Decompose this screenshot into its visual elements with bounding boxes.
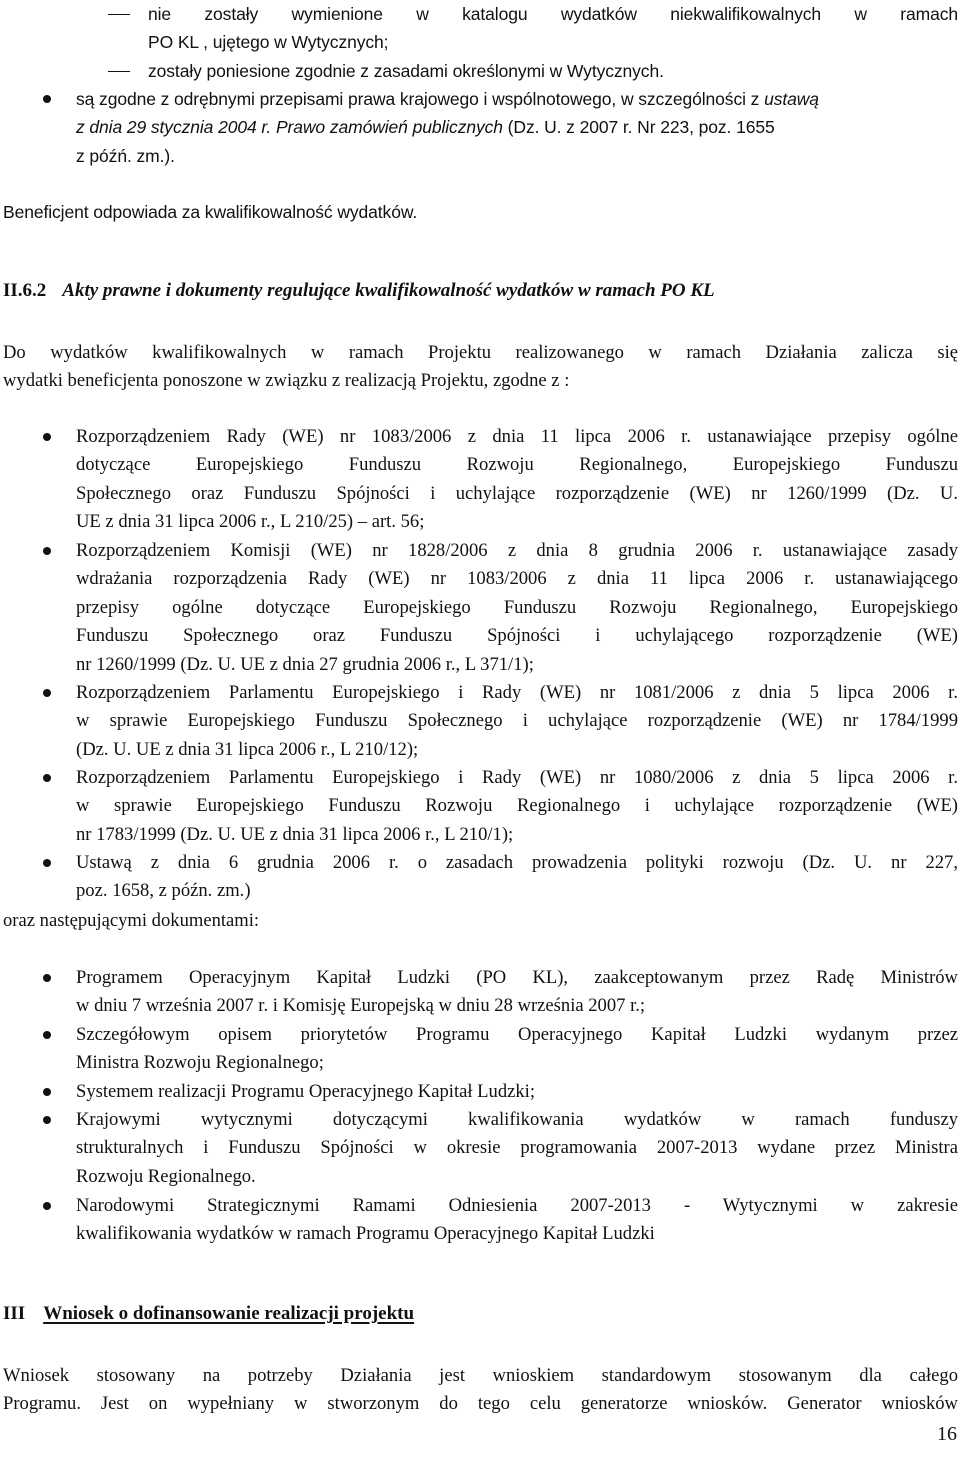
list-item-line: przepisy ogólne dotyczące Europejskiego Funduszu Rozwoju Regionalnego, Europejskiego xyxy=(76,596,958,618)
page-number: 16 xyxy=(937,1423,957,1445)
paragraph-line: wydatki beneficjenta ponoszone w związku z realizacją Projektu, zgodne z : xyxy=(3,370,570,392)
paragraph-line: Do wydatków kwalifikowalnych w ramach Projektu realizowanego w ramach Działania zalicza się xyxy=(3,342,958,363)
list-item-line: Krajowymi wytycznymi dotyczącymi kwalifikowania wydatków w ramach funduszy xyxy=(76,1109,958,1130)
list-item-line: Rozporządzeniem Komisji (WE) nr 1828/2006 z dnia 8 grudnia 2006 r. ustanawiające zasady xyxy=(76,540,958,561)
section-title: Akty prawne i dokumenty regulujące kwalifikowalność wydatków w ramach PO KL xyxy=(62,280,715,301)
section-heading xyxy=(3,1300,414,1328)
dash-item-1 xyxy=(148,0,958,57)
list-item-line: Rozporządzeniem Rady (WE) nr 1083/2006 z dnia 11 lipca 2006 r. ustanawiające przepisy ogólne xyxy=(76,426,958,447)
list-item-line: Społecznego oraz Funduszu Spójności i uchylające rozporządzenie (WE) nr 1260/1999 (Dz. U. xyxy=(76,482,958,504)
list-item-line: nr 1260/1999 (Dz. U. UE z dnia 27 grudnia 2006 r., L 371/1); xyxy=(76,653,534,675)
dash-marker xyxy=(108,14,130,15)
bullet-marker xyxy=(43,1202,51,1210)
beneficiary-note: Beneficjent odpowiada za kwalifikowalność wydatków. xyxy=(3,202,418,222)
documents-intro: oraz następującymi dokumentami: xyxy=(3,910,260,931)
dash-item-2 xyxy=(148,57,958,85)
intro-paragraph xyxy=(3,339,958,396)
text-run-italic: ustawą xyxy=(764,89,819,109)
text-run-italic: z dnia 29 stycznia 2004 r. Prawo zamówień publicznych xyxy=(76,117,503,138)
document-item-3 xyxy=(76,1078,958,1106)
regulation-item-1 xyxy=(76,423,958,537)
list-item-line: Ustawą z dnia 6 grudnia 2006 r. o zasadach prowadzenia polityki rozwoju (Dz. U. nr 227, xyxy=(76,852,958,873)
list-item-line: Narodowymi Strategicznymi Ramami Odniesienia 2007-2013 - Wytycznymi w zakresie xyxy=(76,1195,958,1216)
bullet-marker xyxy=(43,95,51,103)
list-item-line: Rozporządzeniem Parlamentu Europejskiego i Rady (WE) nr 1081/2006 z dnia 5 lipca 2006 r. xyxy=(76,682,958,703)
bullet-marker xyxy=(43,1116,51,1124)
regulation-item-3 xyxy=(76,679,958,764)
list-item-line: kwalifikowania wydatków w ramach Programu Operacyjnego Kapitał Ludzki xyxy=(76,1223,655,1245)
list-item-line: dotyczące Europejskiego Funduszu Rozwoju Regionalnego, Europejskiego Funduszu xyxy=(76,454,958,476)
dash-item-line: nie zostały wymienione w katalogu wydatków niekwalifikowalnych w ramach xyxy=(148,4,958,24)
text-run: (Dz. U. z 2007 r. Nr 223, poz. 1655 xyxy=(502,117,775,138)
list-item-line: Szczegółowym opisem priorytetów Programu Operacyjnego Kapitał Ludzki wydanym przez xyxy=(76,1024,958,1045)
regulation-item-4 xyxy=(76,764,958,849)
dash-item-line: PO KL , ujętego w Wytycznych; xyxy=(148,32,389,53)
bullet-marker xyxy=(43,774,51,782)
list-item-line: wdrażania rozporządzenia Rady (WE) nr 1083/2006 z dnia 11 lipca 2006 r. ustanawiającego xyxy=(76,568,958,590)
document-item-1 xyxy=(76,964,958,1021)
section-heading xyxy=(3,277,715,305)
bullet-marker xyxy=(43,1031,51,1039)
list-item-line: w sprawie Europejskiego Funduszu Społecznego i uchylające rozporządzenie (WE) nr 1784/1999 xyxy=(76,710,958,732)
list-item-line: poz. 1658, z późn. zm.) xyxy=(76,880,251,902)
section-title: Wniosek o dofinansowanie realizacji projektu xyxy=(43,1303,415,1324)
list-item-line: w sprawie Europejskiego Funduszu Rozwoju Regionalnego i uchylające rozporządzenie (WE) xyxy=(76,795,958,817)
dash-item-line: zostały poniesione zgodnie z zasadami określonymi w Wytycznych. xyxy=(148,61,664,81)
list-item-line: Rozwoju Regionalnego. xyxy=(76,1165,256,1187)
regulation-item-2 xyxy=(76,537,958,679)
section-number: II.6.2 xyxy=(3,280,47,301)
list-item-line: w dniu 7 września 2007 r. i Komisję Europejską w dniu 28 września 2007 r.; xyxy=(76,995,646,1017)
regulation-item-5 xyxy=(76,849,958,906)
list-item-line: Funduszu Społecznego oraz Funduszu Spójności i uchylającego rozporządzenie (WE) xyxy=(76,625,958,647)
text-line: z późń. zm.). xyxy=(76,145,175,166)
list-item-line: Rozporządzeniem Parlamentu Europejskiego i Rady (WE) nr 1080/2006 z dnia 5 lipca 2006 r. xyxy=(76,767,958,788)
bullet-marker xyxy=(43,974,51,982)
bullet-item-laws xyxy=(76,85,960,170)
bullet-marker xyxy=(43,689,51,697)
paragraph-line: Wniosek stosowany na potrzeby Działania jest wnioskiem standardowym stosowanym dla całego xyxy=(3,1365,958,1386)
list-item-line: nr 1783/1999 (Dz. U. UE z dnia 31 lipca 2006 r., L 210/1); xyxy=(76,823,514,845)
paragraph-line: Programu. Jest on wypełniany w stworzonym do tego celu generatorze wniosków. Generator wniosków xyxy=(3,1393,958,1415)
list-item-line: Systemem realizacji Programu Operacyjnego Kapitał Ludzki; xyxy=(76,1081,536,1102)
document-item-5 xyxy=(76,1192,958,1249)
list-item-line: Ministra Rozwoju Regionalnego; xyxy=(76,1052,324,1074)
list-item-line: UE z dnia 31 lipca 2006 r., L 210/25) – art. 56; xyxy=(76,511,425,533)
bullet-marker xyxy=(43,859,51,867)
bullet-marker xyxy=(43,433,51,441)
dash-marker xyxy=(108,71,130,72)
list-item-line: Programem Operacyjnym Kapitał Ludzki (PO KL), zaakceptowanym przez Radę Ministrów xyxy=(76,967,958,988)
bullet-marker xyxy=(43,1088,51,1096)
section-paragraph xyxy=(3,1362,958,1419)
document-item-2 xyxy=(76,1021,958,1078)
list-item-line: strukturalnych i Funduszu Spójności w okresie programowania 2007-2013 wydane przez Ministra xyxy=(76,1137,958,1159)
section-number: III xyxy=(3,1303,26,1324)
document-item-4 xyxy=(76,1106,958,1191)
text-run: są zgodne z odrębnymi przepisami prawa krajowego i wspólnotowego, w szczególności z xyxy=(76,89,765,109)
bullet-marker xyxy=(43,547,51,555)
list-item-line: (Dz. U. UE z dnia 31 lipca 2006 r., L 210/12); xyxy=(76,738,419,760)
